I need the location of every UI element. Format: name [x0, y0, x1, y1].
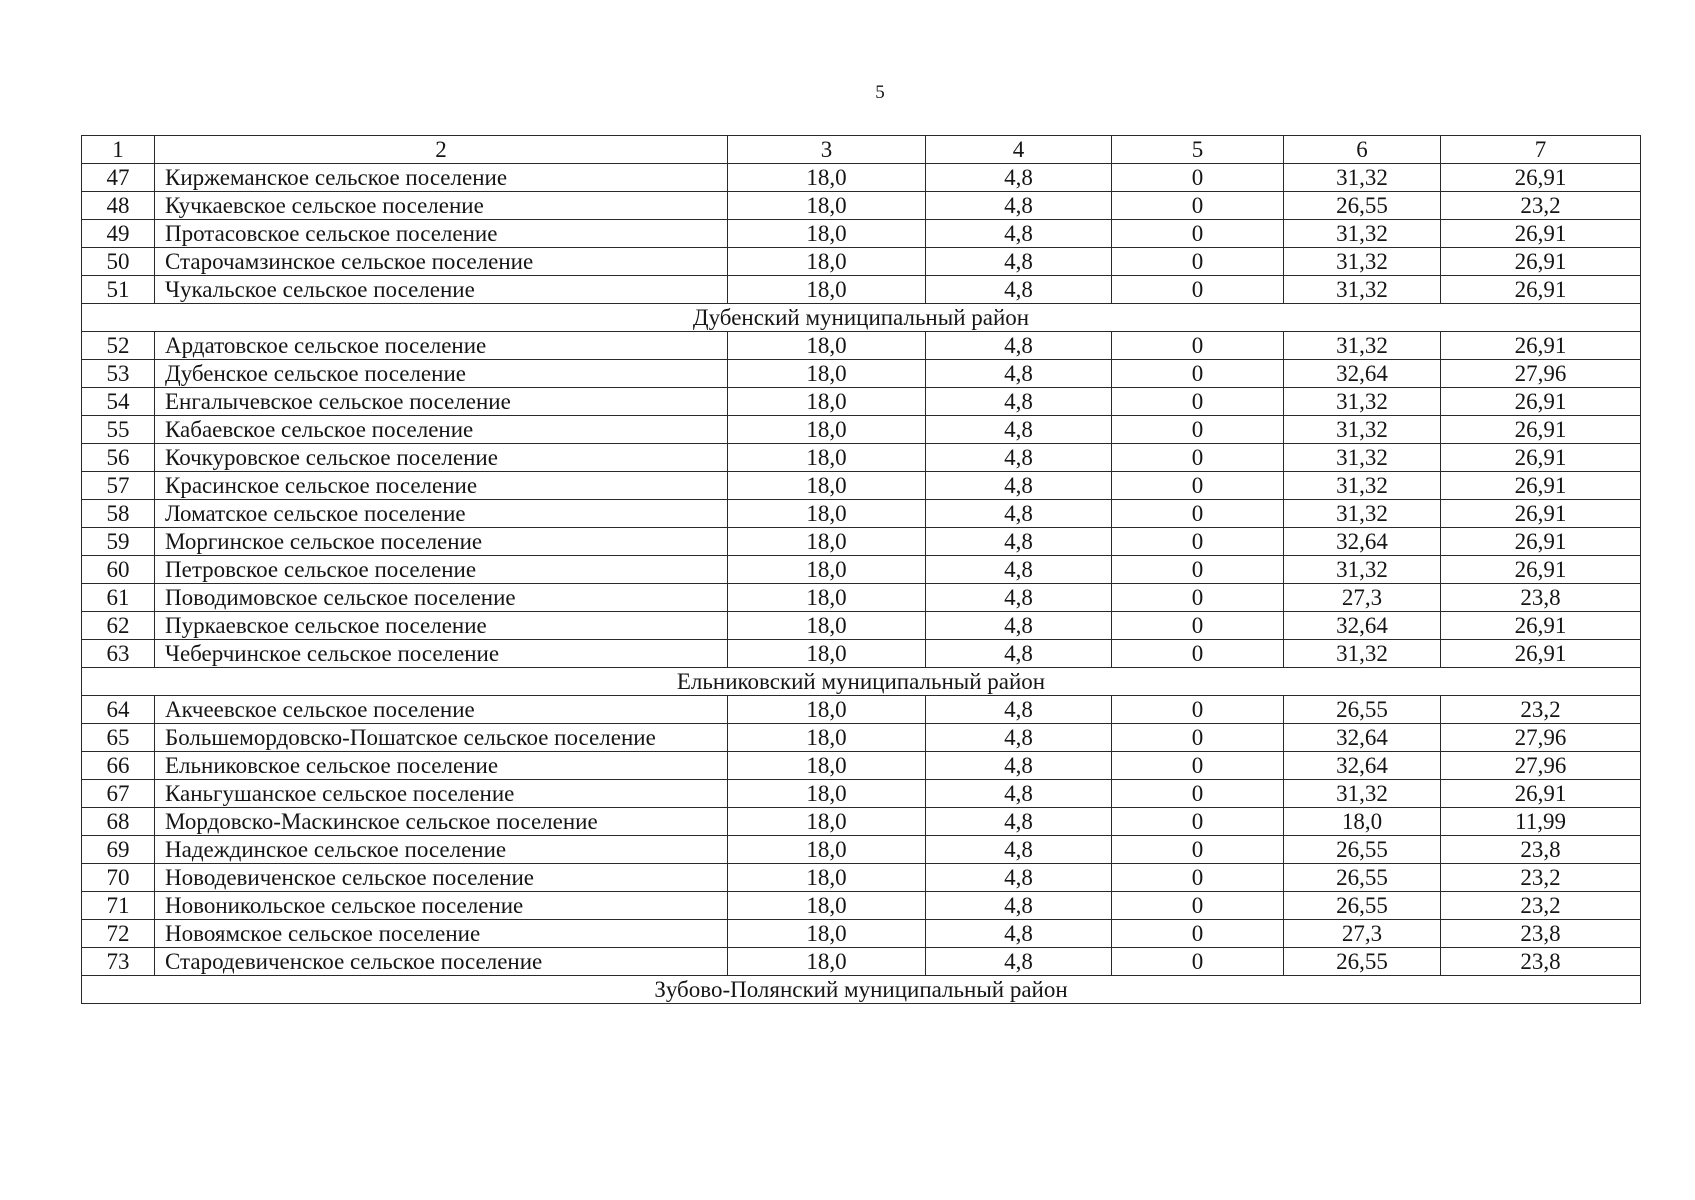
col-7-value: 26,91 — [1441, 248, 1641, 276]
settlement-name: Кочкуровское сельское поселение — [155, 444, 728, 472]
table-row — [82, 724, 1641, 752]
col-3-value: 18,0 — [728, 724, 926, 752]
table-row — [82, 500, 1641, 528]
col-5-value: 0 — [1112, 332, 1284, 360]
col-7-value: 26,91 — [1441, 612, 1641, 640]
column-header: 1 — [82, 136, 155, 164]
col-3-value: 18,0 — [728, 360, 926, 388]
col-7-value: 26,91 — [1441, 388, 1641, 416]
column-header: 3 — [728, 136, 926, 164]
settlement-name: Каньгушанское сельское поселение — [155, 780, 728, 808]
col-3-value: 18,0 — [728, 472, 926, 500]
row-number: 51 — [82, 276, 155, 304]
row-number: 68 — [82, 808, 155, 836]
district-title: Зубово-Полянский муниципальный район — [82, 976, 1641, 1004]
col-5-value: 0 — [1112, 164, 1284, 192]
col-5-value: 0 — [1112, 752, 1284, 780]
col-4-value: 4,8 — [926, 584, 1112, 612]
col-4-value: 4,8 — [926, 948, 1112, 976]
col-6-value: 31,32 — [1284, 416, 1441, 444]
col-4-value: 4,8 — [926, 360, 1112, 388]
row-number: 72 — [82, 920, 155, 948]
header-row — [82, 136, 1641, 164]
col-7-value: 26,91 — [1441, 556, 1641, 584]
table-row — [82, 248, 1641, 276]
section-header-row — [82, 304, 1641, 332]
col-5-value: 0 — [1112, 584, 1284, 612]
col-4-value: 4,8 — [926, 388, 1112, 416]
col-6-value: 31,32 — [1284, 556, 1441, 584]
row-number: 47 — [82, 164, 155, 192]
col-3-value: 18,0 — [728, 892, 926, 920]
table-row — [82, 920, 1641, 948]
row-number: 73 — [82, 948, 155, 976]
col-6-value: 26,55 — [1284, 948, 1441, 976]
col-3-value: 18,0 — [728, 948, 926, 976]
row-number: 55 — [82, 416, 155, 444]
district-title: Дубенский муниципальный район — [82, 304, 1641, 332]
table-row — [82, 220, 1641, 248]
table-row — [82, 948, 1641, 976]
table-row — [82, 556, 1641, 584]
settlement-name: Ардатовское сельское поселение — [155, 332, 728, 360]
table-row — [82, 416, 1641, 444]
table-row — [82, 892, 1641, 920]
column-header: 2 — [155, 136, 728, 164]
table-row — [82, 752, 1641, 780]
settlement-name: Дубенское сельское поселение — [155, 360, 728, 388]
col-6-value: 31,32 — [1284, 472, 1441, 500]
col-5-value: 0 — [1112, 780, 1284, 808]
data-table-container — [81, 135, 1641, 1004]
settlement-name: Новоямское сельское поселение — [155, 920, 728, 948]
col-6-value: 26,55 — [1284, 696, 1441, 724]
col-4-value: 4,8 — [926, 864, 1112, 892]
col-7-value: 26,91 — [1441, 528, 1641, 556]
col-7-value: 23,8 — [1441, 836, 1641, 864]
settlement-name: Акчеевское сельское поселение — [155, 696, 728, 724]
col-3-value: 18,0 — [728, 808, 926, 836]
col-6-value: 31,32 — [1284, 248, 1441, 276]
col-4-value: 4,8 — [926, 528, 1112, 556]
settlement-name: Мордовско-Маскинское сельское поселение — [155, 808, 728, 836]
col-5-value: 0 — [1112, 836, 1284, 864]
settlement-name: Ломатское сельское поселение — [155, 500, 728, 528]
row-number: 65 — [82, 724, 155, 752]
col-7-value: 11,99 — [1441, 808, 1641, 836]
col-7-value: 23,8 — [1441, 948, 1641, 976]
row-number: 63 — [82, 640, 155, 668]
settlement-name: Протасовское сельское поселение — [155, 220, 728, 248]
row-number: 56 — [82, 444, 155, 472]
table-row — [82, 360, 1641, 388]
col-4-value: 4,8 — [926, 416, 1112, 444]
settlement-name: Чукальское сельское поселение — [155, 276, 728, 304]
table-row — [82, 612, 1641, 640]
settlement-name: Ельниковское сельское поселение — [155, 752, 728, 780]
col-3-value: 18,0 — [728, 612, 926, 640]
col-7-value: 26,91 — [1441, 416, 1641, 444]
row-number: 49 — [82, 220, 155, 248]
col-5-value: 0 — [1112, 556, 1284, 584]
col-5-value: 0 — [1112, 920, 1284, 948]
page-number: 5 — [875, 82, 885, 103]
row-number: 61 — [82, 584, 155, 612]
col-5-value: 0 — [1112, 276, 1284, 304]
col-7-value: 23,2 — [1441, 864, 1641, 892]
table-row — [82, 444, 1641, 472]
table-row — [82, 528, 1641, 556]
district-title: Ельниковский муниципальный район — [82, 668, 1641, 696]
col-4-value: 4,8 — [926, 696, 1112, 724]
col-7-value: 27,96 — [1441, 360, 1641, 388]
settlement-name: Новодевиченское сельское поселение — [155, 864, 728, 892]
row-number: 57 — [82, 472, 155, 500]
table-body — [82, 136, 1641, 1004]
col-5-value: 0 — [1112, 612, 1284, 640]
col-7-value: 26,91 — [1441, 164, 1641, 192]
row-number: 66 — [82, 752, 155, 780]
col-6-value: 18,0 — [1284, 808, 1441, 836]
section-header-row — [82, 668, 1641, 696]
row-number: 60 — [82, 556, 155, 584]
row-number: 59 — [82, 528, 155, 556]
col-3-value: 18,0 — [728, 500, 926, 528]
col-7-value: 26,91 — [1441, 640, 1641, 668]
col-6-value: 27,3 — [1284, 584, 1441, 612]
col-3-value: 18,0 — [728, 332, 926, 360]
col-5-value: 0 — [1112, 220, 1284, 248]
col-3-value: 18,0 — [728, 276, 926, 304]
col-4-value: 4,8 — [926, 192, 1112, 220]
col-3-value: 18,0 — [728, 752, 926, 780]
col-5-value: 0 — [1112, 360, 1284, 388]
col-6-value: 26,55 — [1284, 836, 1441, 864]
settlement-name: Новоникольское сельское поселение — [155, 892, 728, 920]
col-7-value: 23,2 — [1441, 892, 1641, 920]
row-number: 50 — [82, 248, 155, 276]
table-row — [82, 640, 1641, 668]
col-3-value: 18,0 — [728, 192, 926, 220]
col-6-value: 31,32 — [1284, 780, 1441, 808]
col-3-value: 18,0 — [728, 528, 926, 556]
col-6-value: 31,32 — [1284, 500, 1441, 528]
col-6-value: 31,32 — [1284, 388, 1441, 416]
col-5-value: 0 — [1112, 500, 1284, 528]
col-4-value: 4,8 — [926, 332, 1112, 360]
col-3-value: 18,0 — [728, 164, 926, 192]
settlement-name: Поводимовское сельское поселение — [155, 584, 728, 612]
settlement-name: Чеберчинское сельское поселение — [155, 640, 728, 668]
col-4-value: 4,8 — [926, 612, 1112, 640]
col-6-value: 32,64 — [1284, 752, 1441, 780]
table-row — [82, 696, 1641, 724]
table-row — [82, 276, 1641, 304]
col-6-value: 31,32 — [1284, 220, 1441, 248]
col-4-value: 4,8 — [926, 920, 1112, 948]
col-4-value: 4,8 — [926, 780, 1112, 808]
col-3-value: 18,0 — [728, 248, 926, 276]
row-number: 70 — [82, 864, 155, 892]
col-3-value: 18,0 — [728, 388, 926, 416]
col-4-value: 4,8 — [926, 500, 1112, 528]
col-4-value: 4,8 — [926, 164, 1112, 192]
row-number: 71 — [82, 892, 155, 920]
col-7-value: 26,91 — [1441, 332, 1641, 360]
settlement-name: Енгалычевское сельское поселение — [155, 388, 728, 416]
col-7-value: 23,2 — [1441, 192, 1641, 220]
col-3-value: 18,0 — [728, 836, 926, 864]
column-header: 7 — [1441, 136, 1641, 164]
col-3-value: 18,0 — [728, 556, 926, 584]
col-3-value: 18,0 — [728, 584, 926, 612]
col-6-value: 32,64 — [1284, 724, 1441, 752]
settlement-name: Пуркаевское сельское поселение — [155, 612, 728, 640]
col-5-value: 0 — [1112, 724, 1284, 752]
table-row — [82, 192, 1641, 220]
settlement-name: Киржеманское сельское поселение — [155, 164, 728, 192]
settlement-name: Кучкаевское сельское поселение — [155, 192, 728, 220]
col-4-value: 4,8 — [926, 276, 1112, 304]
col-3-value: 18,0 — [728, 920, 926, 948]
col-3-value: 18,0 — [728, 864, 926, 892]
column-header: 5 — [1112, 136, 1284, 164]
col-5-value: 0 — [1112, 528, 1284, 556]
col-7-value: 23,2 — [1441, 696, 1641, 724]
table-row — [82, 780, 1641, 808]
col-4-value: 4,8 — [926, 808, 1112, 836]
col-4-value: 4,8 — [926, 836, 1112, 864]
col-4-value: 4,8 — [926, 556, 1112, 584]
table-row — [82, 836, 1641, 864]
col-6-value: 31,32 — [1284, 332, 1441, 360]
col-4-value: 4,8 — [926, 444, 1112, 472]
row-number: 58 — [82, 500, 155, 528]
table-row — [82, 388, 1641, 416]
section-header-row — [82, 976, 1641, 1004]
col-5-value: 0 — [1112, 864, 1284, 892]
col-5-value: 0 — [1112, 192, 1284, 220]
col-3-value: 18,0 — [728, 640, 926, 668]
table-row — [82, 584, 1641, 612]
col-3-value: 18,0 — [728, 444, 926, 472]
col-5-value: 0 — [1112, 388, 1284, 416]
column-header: 6 — [1284, 136, 1441, 164]
col-6-value: 27,3 — [1284, 920, 1441, 948]
col-7-value: 27,96 — [1441, 724, 1641, 752]
settlement-name: Петровское сельское поселение — [155, 556, 728, 584]
col-4-value: 4,8 — [926, 220, 1112, 248]
col-5-value: 0 — [1112, 472, 1284, 500]
col-4-value: 4,8 — [926, 640, 1112, 668]
col-5-value: 0 — [1112, 248, 1284, 276]
row-number: 48 — [82, 192, 155, 220]
col-5-value: 0 — [1112, 696, 1284, 724]
row-number: 54 — [82, 388, 155, 416]
col-7-value: 23,8 — [1441, 920, 1641, 948]
row-number: 62 — [82, 612, 155, 640]
col-5-value: 0 — [1112, 416, 1284, 444]
col-6-value: 26,55 — [1284, 864, 1441, 892]
col-6-value: 32,64 — [1284, 360, 1441, 388]
col-4-value: 4,8 — [926, 892, 1112, 920]
col-6-value: 26,55 — [1284, 192, 1441, 220]
settlement-name: Большемордовско-Пошатское сельское поселение — [155, 724, 728, 752]
col-5-value: 0 — [1112, 892, 1284, 920]
table-row — [82, 164, 1641, 192]
col-5-value: 0 — [1112, 948, 1284, 976]
table-row — [82, 332, 1641, 360]
col-3-value: 18,0 — [728, 696, 926, 724]
row-number: 67 — [82, 780, 155, 808]
col-7-value: 26,91 — [1441, 500, 1641, 528]
column-header: 4 — [926, 136, 1112, 164]
col-7-value: 26,91 — [1441, 780, 1641, 808]
table-row — [82, 864, 1641, 892]
col-6-value: 31,32 — [1284, 640, 1441, 668]
col-7-value: 27,96 — [1441, 752, 1641, 780]
col-4-value: 4,8 — [926, 472, 1112, 500]
col-6-value: 31,32 — [1284, 444, 1441, 472]
settlement-name: Красинское сельское поселение — [155, 472, 728, 500]
row-number: 69 — [82, 836, 155, 864]
col-7-value: 26,91 — [1441, 444, 1641, 472]
settlement-name: Стародевиченское сельское поселение — [155, 948, 728, 976]
settlements-table — [81, 135, 1641, 1004]
col-5-value: 0 — [1112, 444, 1284, 472]
col-6-value: 31,32 — [1284, 164, 1441, 192]
col-6-value: 32,64 — [1284, 528, 1441, 556]
col-7-value: 23,8 — [1441, 584, 1641, 612]
col-7-value: 26,91 — [1441, 220, 1641, 248]
settlement-name: Кабаевское сельское поселение — [155, 416, 728, 444]
table-row — [82, 472, 1641, 500]
col-6-value: 31,32 — [1284, 276, 1441, 304]
settlement-name: Надеждинское сельское поселение — [155, 836, 728, 864]
col-3-value: 18,0 — [728, 780, 926, 808]
col-5-value: 0 — [1112, 640, 1284, 668]
settlement-name: Старочамзинское сельское поселение — [155, 248, 728, 276]
col-6-value: 32,64 — [1284, 612, 1441, 640]
col-3-value: 18,0 — [728, 220, 926, 248]
col-7-value: 26,91 — [1441, 472, 1641, 500]
settlement-name: Моргинское сельское поселение — [155, 528, 728, 556]
table-row — [82, 808, 1641, 836]
col-5-value: 0 — [1112, 808, 1284, 836]
row-number: 52 — [82, 332, 155, 360]
col-4-value: 4,8 — [926, 752, 1112, 780]
col-4-value: 4,8 — [926, 724, 1112, 752]
col-7-value: 26,91 — [1441, 276, 1641, 304]
col-6-value: 26,55 — [1284, 892, 1441, 920]
row-number: 53 — [82, 360, 155, 388]
col-3-value: 18,0 — [728, 416, 926, 444]
col-4-value: 4,8 — [926, 248, 1112, 276]
row-number: 64 — [82, 696, 155, 724]
